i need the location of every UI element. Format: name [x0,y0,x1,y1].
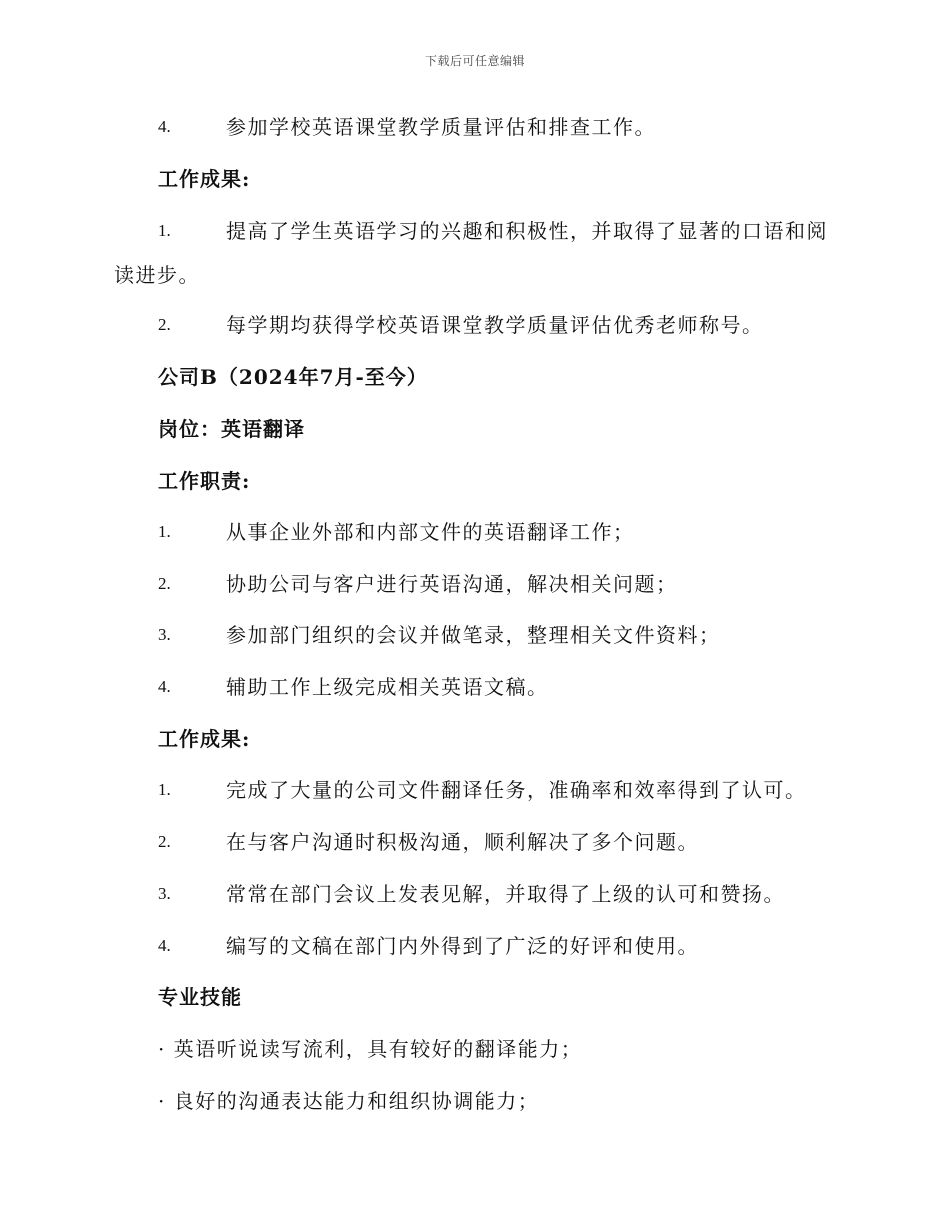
item-number: 1. [158,780,171,799]
item-text: 参加部门组织的会议并做笔录，整理相关文件资料； [226,623,721,647]
item-number: 1. [158,221,171,240]
heading-text: 工作成果: [158,167,251,191]
item-number: 2. [158,832,171,851]
item-number: 2. [158,315,171,334]
item-text: 在与客户沟通时积极沟通，顺利解决了多个问题。 [226,830,699,854]
item-text: 完成了大量的公司文件翻译任务，准确率和效率得到了认可。 [226,778,807,802]
bullet-text: · 良好的沟通表达能力和组织协调能力； [158,1089,540,1113]
page-header: 下载后可任意编辑 [424,54,525,68]
item-number: 1. [158,522,171,541]
item-text: 辅助工作上级完成相关英语文稿。 [226,675,549,699]
heading-text: 专业技能 [158,985,242,1009]
item-number: 3. [158,625,171,644]
item-text: 从事企业外部和内部文件的英语翻译工作； [226,520,635,544]
heading-text: 工作职责: [158,469,251,493]
item-text: 每学期均获得学校英语课堂教学质量评估优秀老师称号。 [226,313,764,337]
bullet-text: · 英语听说读写流利，具有较好的翻译能力； [158,1037,583,1061]
company-title-text: 公司B（2024年7月-至今） [158,365,428,389]
item-text: 参加学校英语课堂教学质量评估和排查工作。 [226,115,656,139]
item-text-continued: 读进步。 [114,263,200,287]
item-number: 4. [158,677,171,696]
item-text: 提高了学生英语学习的兴趣和积极性，并取得了显著的口语和阅 [226,219,828,243]
item-number: 2. [158,574,171,593]
item-number: 4. [158,936,171,955]
item-text: 协助公司与客户进行英语沟通，解决相关问题； [226,572,678,596]
item-number: 4. [158,117,171,136]
item-number: 3. [158,884,171,903]
item-text: 编写的文稿在部门内外得到了广泛的好评和使用。 [226,934,699,958]
item-text: 常常在部门会议上发表见解，并取得了上级的认可和赞扬。 [226,882,785,906]
position-text: 岗位：英语翻译 [158,417,305,441]
heading-text: 工作成果: [158,727,251,751]
